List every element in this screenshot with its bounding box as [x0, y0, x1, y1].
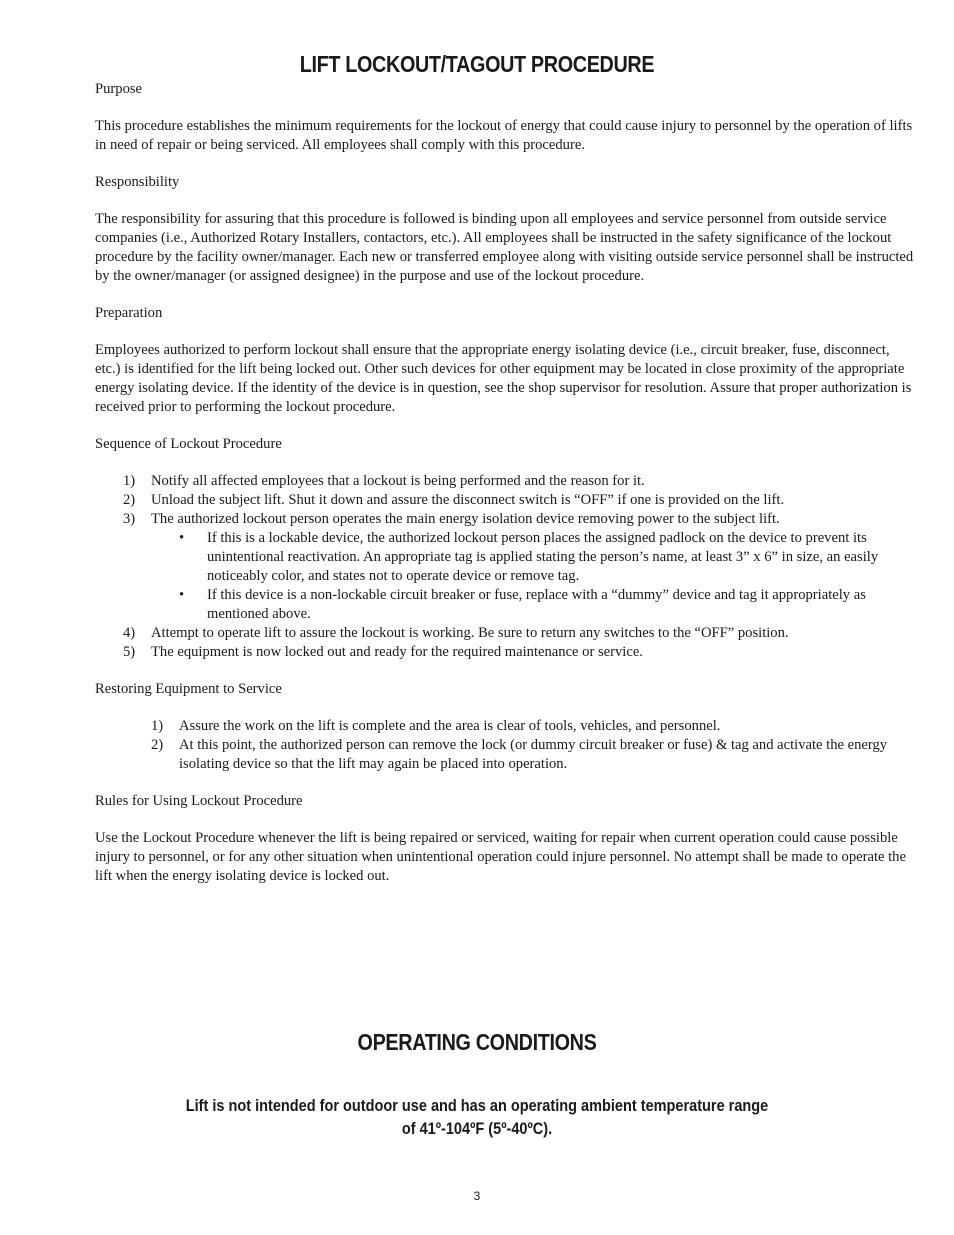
notice-line: Lift is not intended for outdoor use and has an operating ambient temperature range — [185, 1097, 769, 1115]
list-item — [95, 510, 915, 529]
list-item — [95, 736, 915, 774]
rules-text: Use the Lockout Procedure whenever the lift is being repaired or serviced, waiting for repair when current operation could cause possible injury to personnel, or for any other situation when unintentional operation could injure personnel. No attempt shall be made to operate the lift when the energy isolating device is locked out. — [95, 830, 906, 884]
step-number: 5) — [123, 644, 136, 660]
step-number: 2) — [151, 737, 164, 753]
list-item — [95, 717, 915, 736]
preparation-text: Employees authorized to perform lockout shall ensure that the appropriate energy isolating device (i.e., circuit breaker, fuse, disconnect, etc.) is identified for the lift being locked out. Other such devices for other equipment may be located in close proximity of the appropriate energy isolating device. If the identity of the device is in question, see the shop supervisor for resolution. Assure that proper authorization is received prior to performing the lockout procedure. — [95, 342, 912, 415]
preparation-heading: Preparation — [95, 305, 163, 321]
step-number: 1) — [151, 718, 164, 734]
responsibility-text: The responsibility for assuring that this procedure is followed is binding upon all employees and service personnel from outside service companies (i.e., Authorized Rotary Installers, contactors, etc.). All employees shall be instructed in the safety significance of the lockout procedure by the facility owner/manager. Each new or transferred employee along with visiting outside service personnel shall be instructed by the owner/manager (or assigned designee) in the purpose and use of the lockout procedure. — [95, 211, 914, 284]
step-text: At this point, the authorized person can remove the lock (or dummy circuit breaker or fuse) & tag and activate the energy isolating device so that the lift may again be placed into operation. — [179, 737, 888, 772]
responsibility-heading: Responsibility — [95, 174, 180, 190]
operating-notice — [57, 1095, 897, 1141]
sequence-bullet-list — [95, 529, 915, 624]
notice-line: of 41º-104ºF (5º-40ºC). — [401, 1120, 553, 1138]
list-item — [95, 529, 915, 586]
list-item — [95, 643, 915, 662]
list-item — [95, 491, 915, 510]
lockout-title: LIFT LOCKOUT/TAGOUT PROCEDURE — [299, 51, 655, 77]
list-item — [95, 586, 915, 624]
step-number: 2) — [123, 492, 136, 508]
sequence-list-continued — [95, 624, 915, 662]
step-text: The equipment is now locked out and ready for the required maintenance or service. — [151, 644, 643, 660]
step-text: Attempt to operate lift to assure the lockout is working. Be sure to return any switches to the “OFF” position. — [151, 625, 789, 641]
sequence-heading: Sequence of Lockout Procedure — [95, 436, 282, 452]
purpose-heading: Purpose — [95, 81, 143, 97]
step-number: 1) — [123, 473, 136, 489]
bullet-text: If this is a lockable device, the authorized lockout person places the assigned padlock on the device to prevent its unintentional reactivation. An appropriate tag is applied stating the person’s name, at least 3” x 6” in size, an easily noticeably color, and states not to operate device or remove tag. — [207, 530, 879, 584]
operating-conditions-title: OPERATING CONDITIONS — [357, 1029, 597, 1055]
list-item — [95, 624, 915, 643]
list-item — [95, 472, 915, 491]
restoring-list — [95, 717, 915, 774]
restoring-heading: Restoring Equipment to Service — [95, 681, 282, 697]
lockout-body — [95, 80, 915, 886]
page-number: 3 — [473, 1189, 481, 1203]
bullet-text: If this device is a non-lockable circuit breaker or fuse, replace with a “dummy” device and tag it appropriately as mentioned above. — [207, 587, 866, 622]
step-number: 4) — [123, 625, 136, 641]
step-text: The authorized lockout person operates the main energy isolation device removing power to the subject lift. — [151, 511, 780, 527]
sequence-list — [95, 472, 915, 529]
step-text: Assure the work on the lift is complete and the area is clear of tools, vehicles, and personnel. — [179, 718, 721, 734]
bullet-mark: • — [179, 587, 185, 603]
bullet-mark: • — [179, 530, 185, 546]
rules-heading: Rules for Using Lockout Procedure — [95, 793, 303, 809]
step-text: Unload the subject lift. Shut it down and assure the disconnect switch is “OFF” if one is provided on the lift. — [151, 492, 785, 508]
step-text: Notify all affected employees that a lockout is being performed and the reason for it. — [151, 473, 645, 489]
purpose-text: This procedure establishes the minimum requirements for the lockout of energy that could cause injury to personnel by the operation of lifts in need of repair or being serviced. All employees shall comply with this procedure. — [95, 118, 913, 153]
step-number: 3) — [123, 511, 136, 527]
